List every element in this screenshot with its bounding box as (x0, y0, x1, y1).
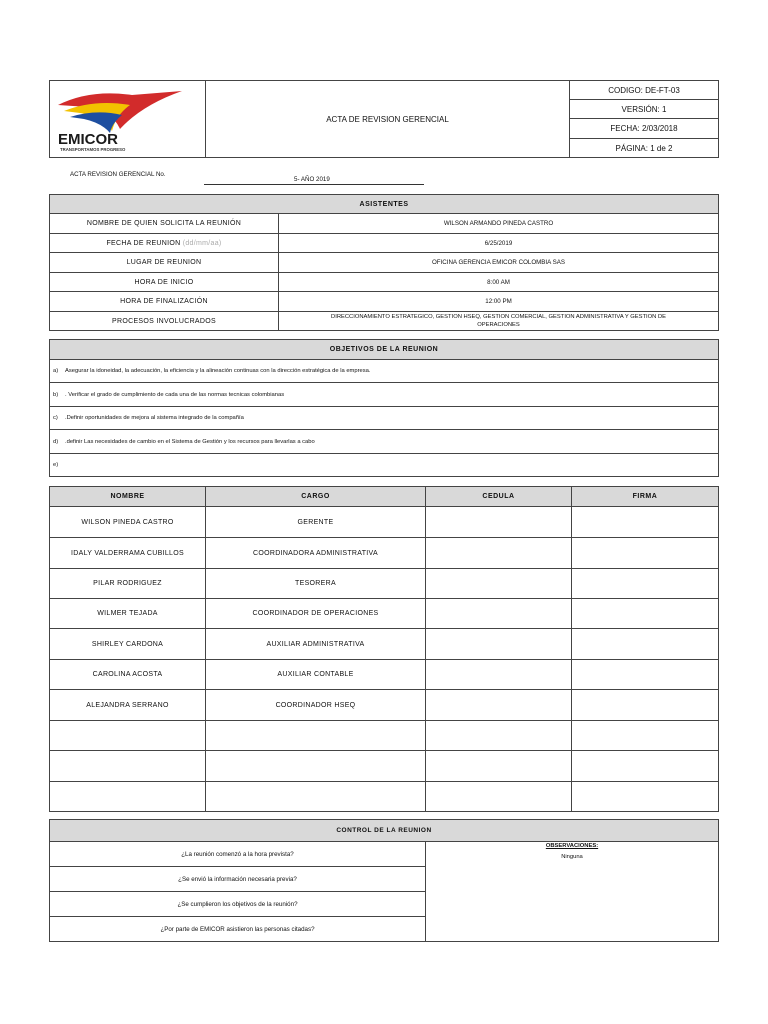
table-row (50, 507, 719, 538)
fecha: FECHA: 2/03/2018 (570, 119, 719, 139)
acta-value-line (204, 184, 424, 185)
cedula-cell[interactable] (426, 538, 572, 569)
hora-inicio-label: HORA DE INICIO (50, 273, 279, 292)
observaciones-cell[interactable] (426, 842, 719, 942)
hora-inicio-value: 8:00 AM (279, 273, 719, 292)
table-row (50, 721, 719, 751)
cedula-cell[interactable] (426, 782, 572, 812)
firma-cell[interactable] (572, 538, 719, 569)
cedula-cell[interactable] (426, 507, 572, 538)
table-row (50, 629, 719, 660)
fecha-reunion-label-text: FECHA DE REUNION (106, 239, 181, 247)
header-table (49, 80, 719, 158)
firma-cell[interactable] (572, 599, 719, 629)
cargo-cell: TESORERA (206, 569, 426, 599)
hora-fin-label: HORA DE FINALIZACIÓN (50, 292, 279, 312)
control-question: ¿Por parte de EMICOR asistieron las personas citadas? (50, 917, 426, 942)
emicor-logo (50, 83, 200, 153)
fecha-reunion-label (50, 234, 279, 253)
objetivo-text: Asegurar la idoneidad, la adecuación, la eficiencia y la alineación continuas con la dirección estratégica de la empresa. (65, 368, 371, 374)
nombre-cell: ALEJANDRA SERRANO (50, 690, 206, 721)
control-title: CONTROL DE LA REUNION (50, 820, 719, 842)
control-question: ¿Se cumplieron los objetivos de la reunión? (50, 892, 426, 917)
table-row (50, 538, 719, 569)
col-nombre: NOMBRE (50, 487, 206, 507)
cargo-cell: AUXILIAR ADMINISTRATIVA (206, 629, 426, 660)
objetivo-a (50, 360, 719, 383)
firma-cell[interactable] (572, 629, 719, 660)
nombre-cell[interactable] (50, 751, 206, 782)
col-cargo: CARGO (206, 487, 426, 507)
firma-cell[interactable] (572, 660, 719, 690)
control-table (49, 819, 719, 942)
acta-label: ACTA REVISION GERENCIAL No. (70, 171, 166, 178)
lugar-value: OFICINA GERENCIA EMICOR COLOMBIA SAS (279, 253, 719, 273)
table-row (50, 660, 719, 690)
objetivo-letter: c) (53, 415, 58, 421)
fecha-reunion-value: 6/25/2019 (279, 234, 719, 253)
control-question: ¿La reunión comenzó a la hora prevista? (50, 842, 426, 867)
objetivo-text: .Definir oportunidades de mejora al sistema integrado de la compañía (65, 415, 244, 421)
acta-value: 5- AÑO 2019 (294, 176, 330, 183)
table-row (50, 751, 719, 782)
svg-text:TRANSPORTAMOS PROGRESO: TRANSPORTAMOS PROGRESO (60, 147, 126, 152)
control-question: ¿Se envió la información necesaria previa? (50, 867, 426, 892)
asistentes-table (49, 194, 719, 331)
nombre-cell: WILSON PINEDA CASTRO (50, 507, 206, 538)
nombre-cell: IDALY VALDERRAMA CUBILLOS (50, 538, 206, 569)
objetivo-letter: e) (53, 462, 59, 468)
objetivos-table (49, 339, 719, 477)
procesos-value (279, 312, 719, 331)
cargo-cell: COORDINADOR DE OPERACIONES (206, 599, 426, 629)
objetivo-e (50, 454, 719, 477)
procesos-value-line1: DIRECCIONAMIENTO ESTRATEGICO, GESTION HSEQ, GESTION COMERCIAL, GESTION ADMINISTRATIVA Y GESTION DE (331, 314, 666, 320)
table-row (50, 599, 719, 629)
lugar-label: LUGAR DE REUNION (50, 253, 279, 273)
solicita-value: WILSON ARMANDO PINEDA CASTRO (279, 214, 719, 234)
svg-text:EMICOR: EMICOR (58, 131, 118, 148)
nombre-cell[interactable] (50, 782, 206, 812)
solicita-label: NOMBRE DE QUIEN SOLICITA LA REUNIÓN (50, 214, 279, 234)
firma-cell[interactable] (572, 690, 719, 721)
nombre-cell: PILAR RODRIGUEZ (50, 569, 206, 599)
codigo: CODIGO: DE-FT-03 (570, 81, 719, 100)
firma-cell[interactable] (572, 507, 719, 538)
nombre-cell: CAROLINA ACOSTA (50, 660, 206, 690)
objetivo-letter: a) (53, 368, 59, 374)
cedula-cell[interactable] (426, 660, 572, 690)
cargo-cell[interactable] (206, 751, 426, 782)
objetivo-c (50, 407, 719, 430)
nombre-cell[interactable] (50, 721, 206, 751)
firma-cell[interactable] (572, 782, 719, 812)
cedula-cell[interactable] (426, 690, 572, 721)
pagina: PÁGINA: 1 de 2 (570, 139, 719, 158)
table-row (50, 782, 719, 812)
col-firma: FIRMA (572, 487, 719, 507)
cedula-cell[interactable] (426, 721, 572, 751)
col-cedula: CEDULA (426, 487, 572, 507)
firma-cell[interactable] (572, 569, 719, 599)
cargo-cell: AUXILIAR CONTABLE (206, 660, 426, 690)
fecha-reunion-hint: (dd/mm/aa) (182, 239, 222, 247)
objetivo-letter: b) (53, 391, 59, 398)
objetivos-title: OBJETIVOS DE LA REUNION (50, 340, 719, 360)
cargo-cell[interactable] (206, 721, 426, 751)
objetivo-text: . Verificar el grado de cumplimiento de cada una de las normas tecnicas colombianas (65, 391, 285, 398)
version: VERSIÓN: 1 (570, 100, 719, 119)
cargo-cell[interactable] (206, 782, 426, 812)
asistentes-title: ASISTENTES (50, 195, 719, 214)
observaciones-label: OBSERVACIONES: (545, 843, 599, 849)
procesos-value-line2: OPERACIONES (477, 322, 520, 328)
cedula-cell[interactable] (426, 629, 572, 660)
objetivo-d (50, 430, 719, 454)
nombre-cell: SHIRLEY CARDONA (50, 629, 206, 660)
procesos-label: PROCESOS INVOLUCRADOS (50, 312, 279, 331)
observaciones-value: Ninguna (561, 854, 583, 860)
hora-fin-value: 12:00 PM (279, 292, 719, 312)
cedula-cell[interactable] (426, 751, 572, 782)
table-row (50, 690, 719, 721)
objetivo-letter: d) (53, 438, 59, 445)
logo-cell (50, 81, 206, 158)
firma-cell[interactable] (572, 721, 719, 751)
cargo-cell: GERENTE (206, 507, 426, 538)
cargo-cell: COORDINADORA ADMINISTRATIVA (206, 538, 426, 569)
cedula-cell[interactable] (426, 569, 572, 599)
objetivo-text: .definir Las necesidades de cambio en el Sistema de Gestión y los recursos para llevarlas a cabo (65, 438, 315, 445)
document-title: ACTA DE REVISION GERENCIAL (206, 81, 570, 158)
firma-cell[interactable] (572, 751, 719, 782)
cedula-cell[interactable] (426, 599, 572, 629)
objetivo-b (50, 383, 719, 407)
nombre-cell: WILMER TEJADA (50, 599, 206, 629)
table-row (50, 569, 719, 599)
attendees-table (49, 486, 719, 812)
cargo-cell: COORDINADOR HSEQ (206, 690, 426, 721)
